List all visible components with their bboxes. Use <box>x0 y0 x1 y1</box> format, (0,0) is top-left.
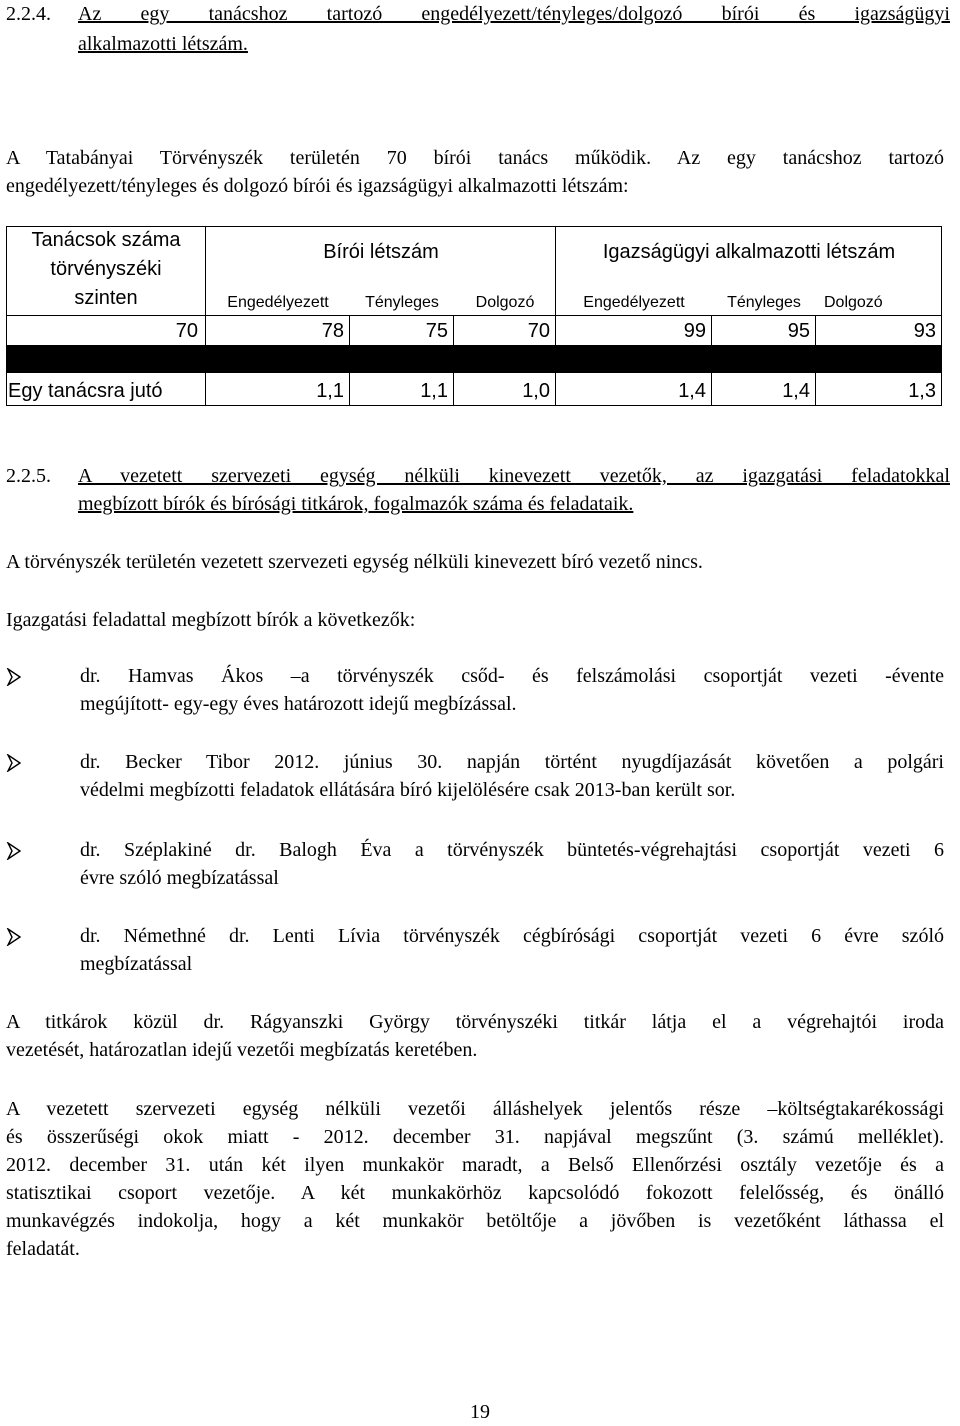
bullet-item-4 <box>80 922 944 978</box>
table-line-header <box>6 315 942 316</box>
group-staff: Igazságügyi alkalmazotti létszám <box>602 241 896 263</box>
cell-r2-c3: 1,0 <box>522 380 550 402</box>
subheader-engedelyezett-1: Engedélyezett <box>227 294 329 311</box>
cell-r2-c2: 1,1 <box>420 380 448 402</box>
page-number: 19 <box>470 1401 490 1423</box>
table-border-left <box>6 226 7 406</box>
paragraph-1: A törvényszék területén vezetett szervezeti egység nélküli kinevezett bíró vezető nincs. <box>6 551 703 573</box>
p4-line3: 2012. december 31. után két ilyen munkakör maradt, a Belső Ellenőrzési osztály vezetője és a <box>6 1154 944 1176</box>
group-judges: Bírói létszám <box>323 241 439 263</box>
cell-r1-c2: 75 <box>425 320 448 342</box>
bullet-4-line1: dr. Némethné dr. Lenti Lívia törvényszék cégbírósági csoportját vezeti 6 évre szóló <box>80 925 944 947</box>
bullet-3-line1: dr. Széplakiné dr. Balogh Éva a törvényszék büntetés-végrehajtási csoportját vezeti 6 <box>80 839 944 861</box>
separator-bar <box>6 345 942 373</box>
table-vline-mid <box>555 226 556 406</box>
bullet-1-line2: megújított- egy-egy éves határozott idejű megbízással. <box>80 693 517 715</box>
table-vline-4 <box>711 315 712 406</box>
intro-paragraph <box>6 144 944 200</box>
table-border-right <box>941 226 942 406</box>
row-header-line3: szinten <box>74 287 138 309</box>
arrow-bullet-icon <box>6 840 28 862</box>
bullet-item-1 <box>80 662 944 718</box>
cell-tanacsok: 70 <box>175 320 198 342</box>
p4-line6: feladatát. <box>6 1238 80 1260</box>
section-number: 2.2.5. <box>6 465 51 487</box>
row-header <box>6 226 206 313</box>
intro-line1: A Tatabányai Törvényszék területén 70 bírói tanács működik. Az egy tanácshoz tartozó <box>6 147 944 169</box>
section-title-line2: megbízott bírók és bírósági titkárok, fogalmazók száma és feladataik. <box>78 493 634 515</box>
bullet-4-line2: megbízatással <box>80 953 193 975</box>
subheader-dolgozo-2: Dolgozó <box>824 294 883 311</box>
p3-line2: vezetését, határozatlan idejű vezetői megbízatás keretében. <box>6 1039 478 1061</box>
bullet-2-line2: védelmi megbízotti feladatok ellátására bíró kijelölésére csak 2013-ban került sor. <box>80 779 736 801</box>
arrow-bullet-icon <box>6 926 28 948</box>
cell-r1-c1: 78 <box>321 320 344 342</box>
cell-r2-c5: 1,4 <box>782 380 810 402</box>
section-number: 2.2.4. <box>6 3 51 25</box>
bullet-2-line1: dr. Becker Tibor 2012. június 30. napján történt nyugdíjazását követően a polgári <box>80 751 944 773</box>
subheader-tenyleges-1: Tényleges <box>365 294 439 311</box>
cell-r1-c5: 95 <box>787 320 810 342</box>
section-title-line1: A vezetett szervezeti egység nélküli kinevezett vezetők, az igazgatási feladatokkal <box>78 465 950 487</box>
bullet-item-2 <box>80 748 944 804</box>
cell-r1-c6: 93 <box>913 320 936 342</box>
section-title-line1: Az egy tanácshoz tartozó engedélyezett/tényleges/dolgozó bírói és igazságügyi <box>78 3 950 25</box>
paragraph-3 <box>6 1008 944 1064</box>
p3-line1: A titkárok közül dr. Rágyanszki György törvényszéki titkár látja el a végrehajtói iroda <box>6 1011 944 1033</box>
cell-r1-c4: 99 <box>683 320 706 342</box>
row-header-line2: törvényszéki <box>50 258 162 280</box>
table-vline-3 <box>453 315 454 406</box>
cell-r1-c3: 70 <box>527 320 550 342</box>
staff-table <box>6 226 942 406</box>
p4-line5: munkavégzés indokolja, hogy a két munkakör betöltője a jövőben is vezetőként láthassa el <box>6 1210 944 1232</box>
arrow-bullet-icon <box>6 752 28 774</box>
section-title-line2: alkalmazotti létszám. <box>78 33 248 55</box>
intro-line2: engedélyezett/tényleges és dolgozó bírói és igazságügyi alkalmazotti létszám: <box>6 175 629 197</box>
subheader-tenyleges-2: Tényleges <box>727 294 801 311</box>
table-vline-5 <box>815 315 816 406</box>
p4-line4: statisztikai csoport vezetője. A két munkakörhöz kapcsolódó fokozott felelősség, és önálló <box>6 1182 944 1204</box>
bullet-1-line1: dr. Hamvas Ákos –a törvényszék csőd- és felszámolási csoportját vezeti -évente <box>80 665 944 687</box>
table-border-bottom <box>6 405 942 406</box>
paragraph-4 <box>6 1095 944 1263</box>
paragraph-2: Igazgatási feladattal megbízott bírók a következők: <box>6 609 416 631</box>
arrow-bullet-icon <box>6 666 28 688</box>
p4-line1: A vezetett szervezeti egység nélküli vezetői álláshelyek jelentős része –költségtakarékossági <box>6 1098 944 1120</box>
subheader-dolgozo-1: Dolgozó <box>475 294 535 311</box>
bullet-3-line2: évre szóló megbízatással <box>80 867 279 889</box>
table-vline-2 <box>349 315 350 406</box>
p4-line2: és összerűségi okok miatt - 2012. december 31. napjával megszűnt (3. számú melléklet). <box>6 1126 944 1148</box>
table-vline-1 <box>205 226 206 406</box>
cell-r2-c1: 1,1 <box>316 380 344 402</box>
table-border-top <box>6 226 942 227</box>
cell-r2-c4: 1,4 <box>678 380 706 402</box>
bullet-item-3 <box>80 836 944 892</box>
cell-r2-c6: 1,3 <box>908 380 936 402</box>
row-header-line1: Tanácsok száma <box>31 229 181 251</box>
row2-label: Egy tanácsra jutó <box>8 380 163 402</box>
subheader-engedelyezett-2: Engedélyezett <box>583 294 685 311</box>
